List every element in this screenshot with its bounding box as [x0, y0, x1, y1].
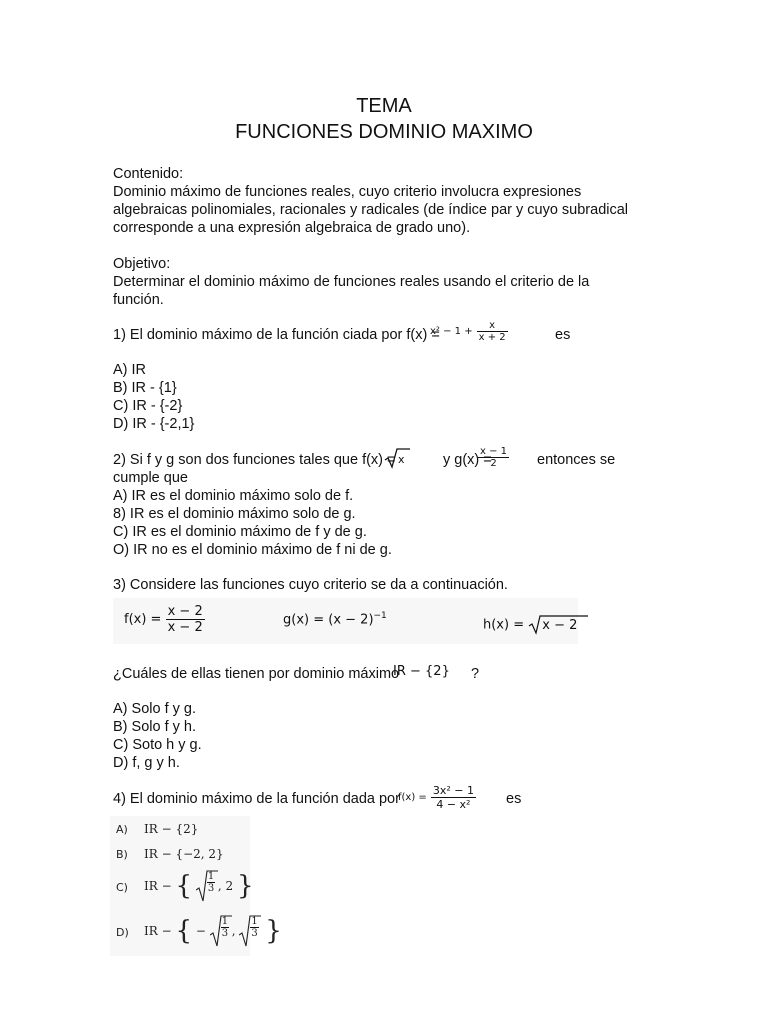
right-brace-icon: } [265, 916, 282, 946]
q3-question-set: IR − {2} [393, 664, 450, 679]
q1-formula [430, 320, 508, 343]
q2-line-2: cumple que [113, 470, 188, 486]
right-brace-icon: } [236, 871, 254, 901]
q1-option-d: D) IR - {-2,1} [113, 416, 195, 432]
q3-f [124, 604, 205, 635]
q3-g-exp: −1 [373, 611, 387, 621]
q1-suffix: es [555, 327, 571, 343]
q3-f-num: x − 2 [167, 604, 203, 619]
objetivo-line-1: Determinar el dominio máximo de funciones reales usando el criterio de la [113, 274, 590, 290]
q4-f-den: 4 − x² [436, 798, 471, 811]
q4-option-d-minus: − [195, 924, 206, 938]
contenido-line-1: Dominio máximo de funciones reales, cuyo criterio involucra expresiones [113, 184, 582, 200]
q1-text: 1) El dominio máximo de la función ciada por f(x) = [113, 327, 440, 343]
contenido-label: Contenido: [113, 166, 184, 182]
q1-frac-num: x [477, 320, 508, 332]
q3-option-d: D) f, g y h. [113, 755, 180, 771]
q1-option-b: B) IR - {1} [113, 380, 177, 396]
q3-question-end: ? [471, 666, 480, 682]
q2-g-den: 2 [490, 458, 497, 469]
q1-fraction [477, 320, 508, 343]
q4-option-d-prefix: IR − [144, 924, 172, 938]
q3-h-lhs: h(x) = [483, 617, 525, 633]
q4-suffix: es [506, 791, 522, 807]
q4-option-a: IR − {2} [144, 822, 199, 836]
q3-h [483, 615, 588, 635]
title-tema: TEMA [356, 95, 412, 117]
q3-g-expr: g(x) = (x − 2) [283, 612, 374, 628]
q4-formula [398, 784, 476, 811]
q4-option-b-label: B) [116, 848, 128, 861]
sqrt-icon [384, 447, 410, 469]
q4-option-c-prefix: IR − [144, 879, 172, 893]
q4-text: 4) El dominio máximo de la función dada por [113, 791, 400, 807]
q4-option-b: IR − {−2, 2} [144, 847, 224, 861]
q3-text: 3) Considere las funciones cuyo criterio se da a continuación. [113, 577, 508, 593]
objetivo-line-2: función. [113, 292, 164, 308]
q2-option-b: 8) IR es el dominio máximo solo de g. [113, 506, 356, 522]
q2-option-c: C) IR es el dominio máximo de f y de g. [113, 524, 367, 540]
q2-f-radicand: x [398, 453, 405, 466]
contenido-line-3: corresponde a una expresión algebraica de grado uno). [113, 220, 471, 236]
title-main: FUNCIONES DOMINIO MAXIMO [235, 121, 533, 143]
q4-option-d-comma: , [231, 924, 236, 938]
contenido-line-2: algebraicas polinomiales, racionales y radicales (de índice par y cuyo subradical [113, 202, 629, 218]
q4-options-figure [110, 816, 282, 956]
q4-option-c-num: 1 [207, 871, 215, 882]
q4-option-c-den: 3 [207, 883, 215, 894]
q2-text: 2) Si f y g son dos funciones tales que f(x) = [113, 452, 396, 468]
q2-option-a: A) IR es el dominio máximo solo de f. [113, 488, 354, 504]
q4-option-d-num-1: 1 [221, 916, 229, 927]
q3-option-c: C) Soto h y g. [113, 737, 202, 753]
q3-g [283, 611, 387, 627]
q2-option-d: O) IR no es el dominio máximo de f ni de g. [113, 542, 392, 558]
q3-f-den: x − 2 [167, 620, 203, 635]
q4-option-a-label: A) [116, 823, 128, 836]
q2-suffix: entonces se [537, 452, 616, 468]
q1-formula-prefix: x² − 1 + [430, 326, 473, 337]
q1-frac-den: x + 2 [478, 332, 506, 343]
q2-f-radical [384, 447, 410, 469]
left-brace-icon: { [175, 871, 193, 901]
q3-f-lhs: f(x) = [124, 612, 162, 627]
q4-option-d [144, 915, 282, 947]
q4-option-c-label: C) [116, 881, 128, 894]
q3-option-a: A) Solo f y g. [113, 701, 197, 717]
q4-option-c [144, 870, 254, 902]
q3-option-b: B) Solo f y h. [113, 719, 197, 735]
left-brace-icon: { [175, 916, 193, 946]
q4-option-c-tail: , 2 [217, 879, 234, 893]
q3-functions-figure [113, 598, 578, 644]
q4-option-d-den-2: 3 [251, 928, 258, 939]
q4-option-d-den-1: 3 [221, 928, 229, 939]
q1-option-a: A) IR [113, 362, 147, 378]
q4-f-lhs: f(x) = [398, 792, 427, 803]
q3-h-radicand: x − 2 [542, 618, 578, 633]
q4-f-num: 3x² − 1 [432, 784, 474, 797]
q2-g-fraction [478, 446, 509, 469]
q2-mid: y g(x) = [443, 452, 492, 468]
q2-g-num: x − 1 [480, 446, 508, 457]
q3-question: ¿Cuáles de ellas tienen por dominio máximo [113, 666, 400, 682]
q4-option-d-label: D) [116, 926, 129, 939]
objetivo-label: Objetivo: [113, 256, 171, 272]
q4-option-d-num-2: 1 [251, 916, 258, 927]
q1-option-c: C) IR - {-2} [113, 398, 183, 414]
